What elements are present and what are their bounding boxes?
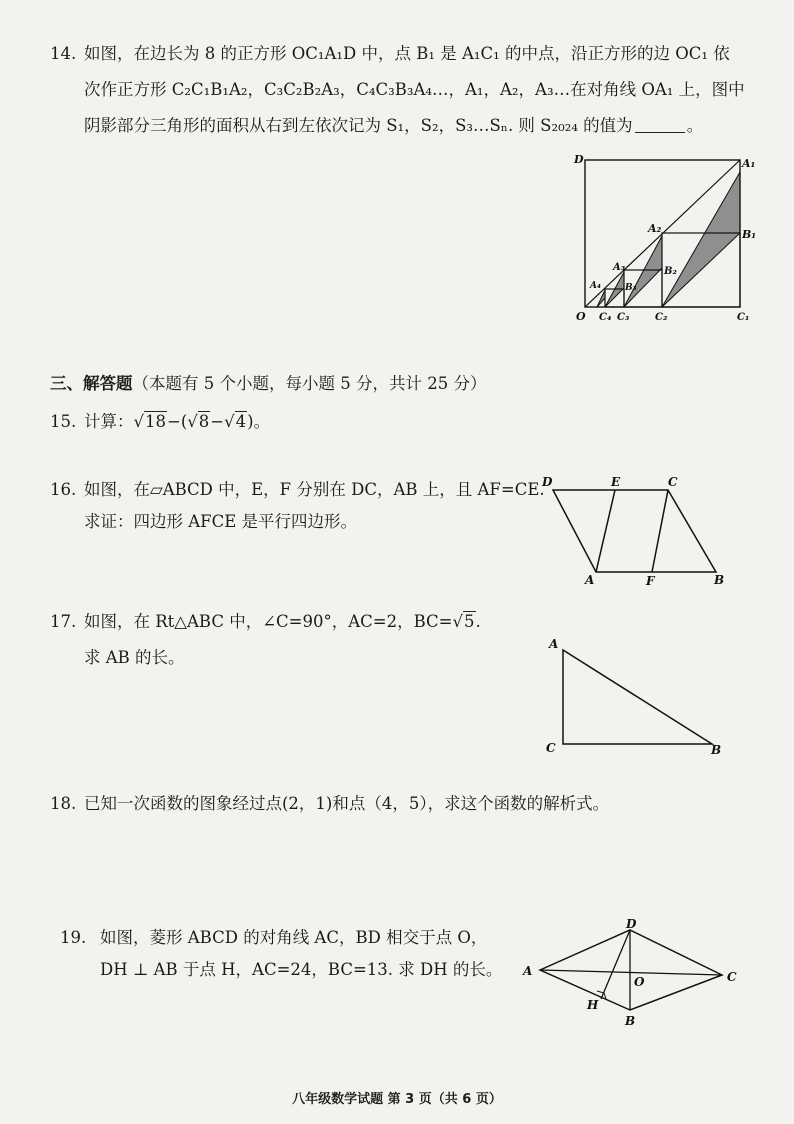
label-B: B bbox=[714, 573, 725, 587]
label-B: B bbox=[625, 1014, 636, 1028]
label-A2: A₂ bbox=[648, 222, 662, 235]
q17-number: 17. bbox=[50, 612, 77, 631]
q18-number: 18. bbox=[50, 794, 77, 813]
q16-number: 16. bbox=[50, 480, 77, 499]
label-E: E bbox=[611, 475, 621, 489]
q14-text-3-end: 。 bbox=[686, 116, 704, 135]
label-A: A bbox=[549, 637, 559, 651]
label-A: A bbox=[585, 573, 595, 587]
q19-text-2: DH ⊥ AB 于点 H，AC=24，BC=13. 求 DH 的长。 bbox=[100, 960, 503, 979]
label-F: F bbox=[646, 574, 655, 588]
sqrt-8: √8 bbox=[187, 412, 210, 431]
sqrt-4: √4 bbox=[224, 412, 247, 431]
sqrt-5: √5 bbox=[452, 612, 475, 631]
label-C: C bbox=[727, 970, 737, 984]
rhombus-abcd bbox=[540, 930, 722, 1010]
label-C: C bbox=[546, 741, 556, 755]
label-B: B bbox=[711, 743, 722, 757]
label-O: O bbox=[634, 975, 645, 989]
section3-title: 三、解答题 bbox=[50, 374, 133, 393]
label-O: O bbox=[576, 310, 586, 323]
q17-text-2: 求 AB 的长。 bbox=[84, 648, 185, 667]
label-A1: A₁ bbox=[742, 157, 756, 170]
q17-text-1a: 如图，在 Rt△ABC 中，∠C=90°，AC=2，BC= bbox=[84, 612, 453, 631]
q19-text-1: 如图，菱形 ABCD 的对角线 AC，BD 相交于点 O， bbox=[100, 928, 488, 947]
q14-text-3: 阴影部分三角形的面积从右到左依次记为 S₁，S₂，S₃…Sₙ. 则 S₂₀₂₄ 的值为 bbox=[84, 116, 633, 135]
q14-number: 14. bbox=[50, 44, 77, 63]
section3-desc: （本题有 5 个小题，每小题 5 分，共计 25 分） bbox=[132, 374, 487, 393]
label-C: C bbox=[668, 475, 678, 489]
sqrt-18: √18 bbox=[133, 412, 167, 431]
label-D: D bbox=[574, 153, 584, 166]
q18-text-1: 已知一次函数的图象经过点(2，1)和点（4，5），求这个函数的解析式。 bbox=[84, 794, 610, 813]
label-C1: C₁ bbox=[737, 312, 750, 323]
q14-text-2: 次作正方形 C₂C₁B₁A₂，C₃C₂B₂A₃，C₄C₃B₃A₄…，A₁，A₂，A₃…在对角线 OA₁ 上，图中 bbox=[84, 80, 745, 99]
label-H: H bbox=[587, 998, 599, 1012]
q15-minus: − bbox=[210, 412, 225, 431]
label-A3: A₃ bbox=[613, 262, 626, 273]
label-C3: C₃ bbox=[617, 312, 630, 323]
q15-prefix: 计算： bbox=[84, 412, 134, 431]
label-A: A bbox=[523, 964, 533, 978]
label-C4: C₄ bbox=[599, 312, 612, 323]
label-A4: A₄ bbox=[590, 281, 601, 291]
q17-text-1b: . bbox=[475, 612, 481, 631]
q15-suffix: )。 bbox=[247, 412, 271, 431]
label-B1: B₁ bbox=[742, 228, 757, 241]
label-D: D bbox=[542, 475, 553, 489]
diagonal-ac bbox=[540, 970, 722, 975]
page-footer: 八年级数学试题 第 3 页（共 6 页） bbox=[292, 1092, 502, 1107]
q16-text-2: 求证：四边形 AFCE 是平行四边形。 bbox=[84, 512, 358, 531]
q16-text-1: 如图，在▱ABCD 中，E，F 分别在 DC，AB 上，且 AF=CE. bbox=[84, 480, 545, 499]
q14-text-1: 如图，在边长为 8 的正方形 OC₁A₁D 中，点 B₁ 是 A₁C₁ 的中点，沿正方形的边 OC₁ 依 bbox=[84, 44, 730, 63]
label-C2: C₂ bbox=[655, 312, 668, 323]
label-D: D bbox=[626, 917, 637, 931]
label-B3: B₃ bbox=[625, 283, 637, 293]
q15-mid: −( bbox=[167, 412, 188, 431]
q19-number: 19. bbox=[60, 928, 87, 947]
label-B2: B₂ bbox=[664, 266, 677, 277]
q15-number: 15. bbox=[50, 412, 77, 431]
